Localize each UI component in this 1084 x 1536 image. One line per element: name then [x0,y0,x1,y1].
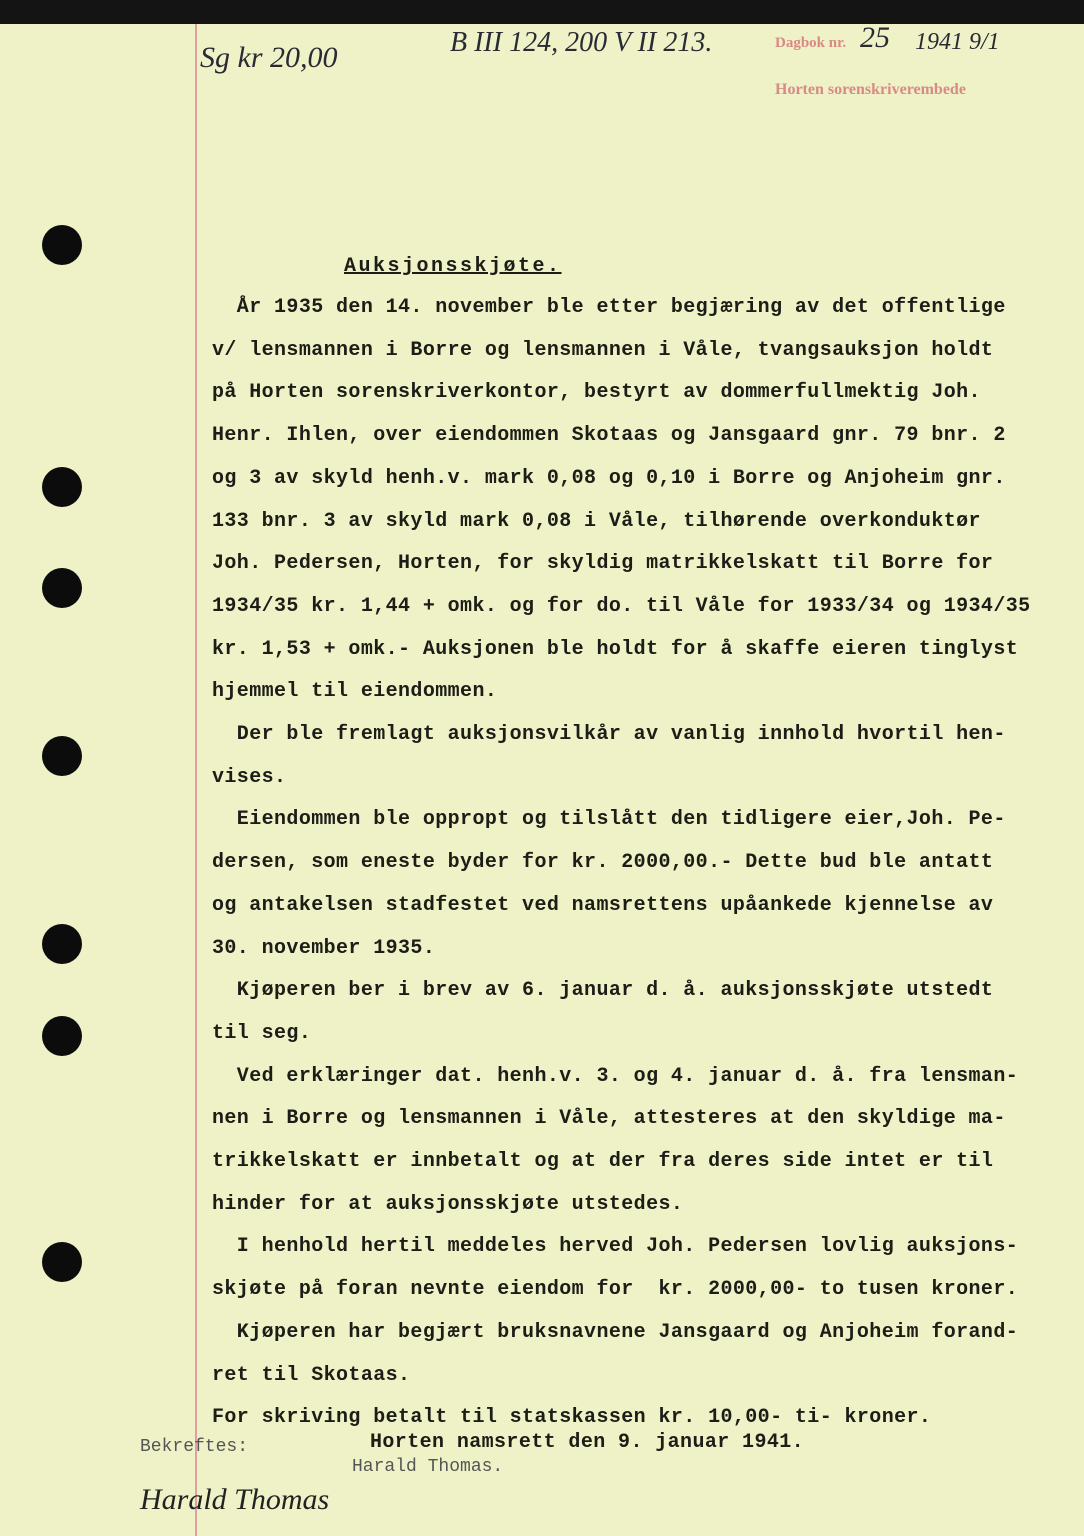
punch-hole [42,1016,82,1056]
stamp-date: 1941 9/1 [915,29,1000,55]
stamp-number: 25 [860,21,890,54]
punch-hole [42,225,82,265]
text-line: Der ble fremlagt auksjonsvilkår av vanlig innhold hvortil hen- [212,723,1006,746]
punch-hole [42,1242,82,1282]
text-line: nen i Borre og lensmannen i Våle, attesteres at den skyldige ma- [212,1107,1006,1131]
text-line: vises. [212,765,287,789]
text-line: 30. november 1935. [212,936,436,960]
text-line: Kjøperen ber i brev av 6. januar d. å. auksjonsskjøte utstedt [212,979,994,1003]
text-line: skjøte på foran nevnte eiendom for kr. 2000,00- to tusen kroner. [212,1278,1019,1302]
text-line: v/ lensmannen i Borre og lensmannen i Våle, tvangsauksjon holdt [212,338,994,362]
text-line: hjemmel til eiendommen. [212,680,498,704]
punch-hole [42,467,82,507]
margin-line [195,24,197,1536]
confirm-label: Bekreftes: [140,1437,249,1457]
text-line: Henr. Ihlen, over eiendommen Skotaas og Jansgaard gnr. 79 bnr. 2 [212,424,1006,448]
handwritten-reference: B III 124, 200 V II 213. [450,27,713,58]
text-line: Kjøperen har begjært bruksnavnene Jansgaard og Anjoheim forand- [212,1320,1019,1344]
text-line: hinder for at auksjonsskjøte utstedes. [212,1192,684,1216]
handwritten-signature: Harald Thomas [140,1483,330,1516]
text-line: Ved erklæringer dat. henh.v. 3. og 4. januar d. å. fra lensman- [212,1064,1019,1088]
stamp-office: Horten sorenskriverembede [775,81,966,98]
typed-signature: Harald Thomas. [352,1457,504,1477]
punch-hole [42,736,82,776]
text-line: Eiendommen ble oppropt og tilslått den tidligere eier,Joh. Pe- [212,808,1006,832]
text-line: Joh. Pedersen, Horten, for skyldig matrikkelskatt til Borre for [212,552,994,576]
scan-top-edge [0,0,1084,24]
text-line: ret til Skotaas. [212,1363,411,1387]
text-line: og antakelsen stadfestet ved namsrettens upåankede kjennelse av [212,893,994,917]
text-line: År 1935 den 14. november ble etter begjæring av det offentlige [212,296,1006,319]
punch-hole [42,568,82,608]
text-line: trikkelskatt er innbetalt og at der fra deres side intet er til [212,1150,994,1173]
text-line: I henhold hertil meddeles herved Joh. Pedersen lovlig auksjons- [212,1235,1019,1259]
text-line: For skriving betalt til statskassen kr. 10,00- ti- kroner. [212,1406,932,1430]
text-line: dersen, som eneste byder for kr. 2000,00.- Dette bud ble antatt [212,851,994,875]
document-title: Auksjonsskjøte. [344,255,562,278]
place-date: Horten namsrett den 9. januar 1941. [370,1431,805,1454]
text-line: og 3 av skyld henh.v. mark 0,08 og 0,10 i Borre og Anjoheim gnr. [212,466,1006,490]
text-line: kr. 1,53 + omk.- Auksjonen ble holdt for å skaffe eieren tinglyst [212,637,1019,661]
handwritten-fee-note: Sg kr 20,00 [200,41,338,74]
text-line: til seg. [212,1021,312,1045]
stamp-label: Dagbok nr. [775,35,847,51]
text-line: 1934/35 kr. 1,44 + omk. og for do. til Våle for 1933/34 og 1934/35 [212,594,1031,618]
text-line: 133 bnr. 3 av skyld mark 0,08 i Våle, tilhørende overkonduktør [212,509,981,533]
punch-hole [42,924,82,964]
text-line: på Horten sorenskriverkontor, bestyrt av dommerfullmektig Joh. [212,381,981,405]
